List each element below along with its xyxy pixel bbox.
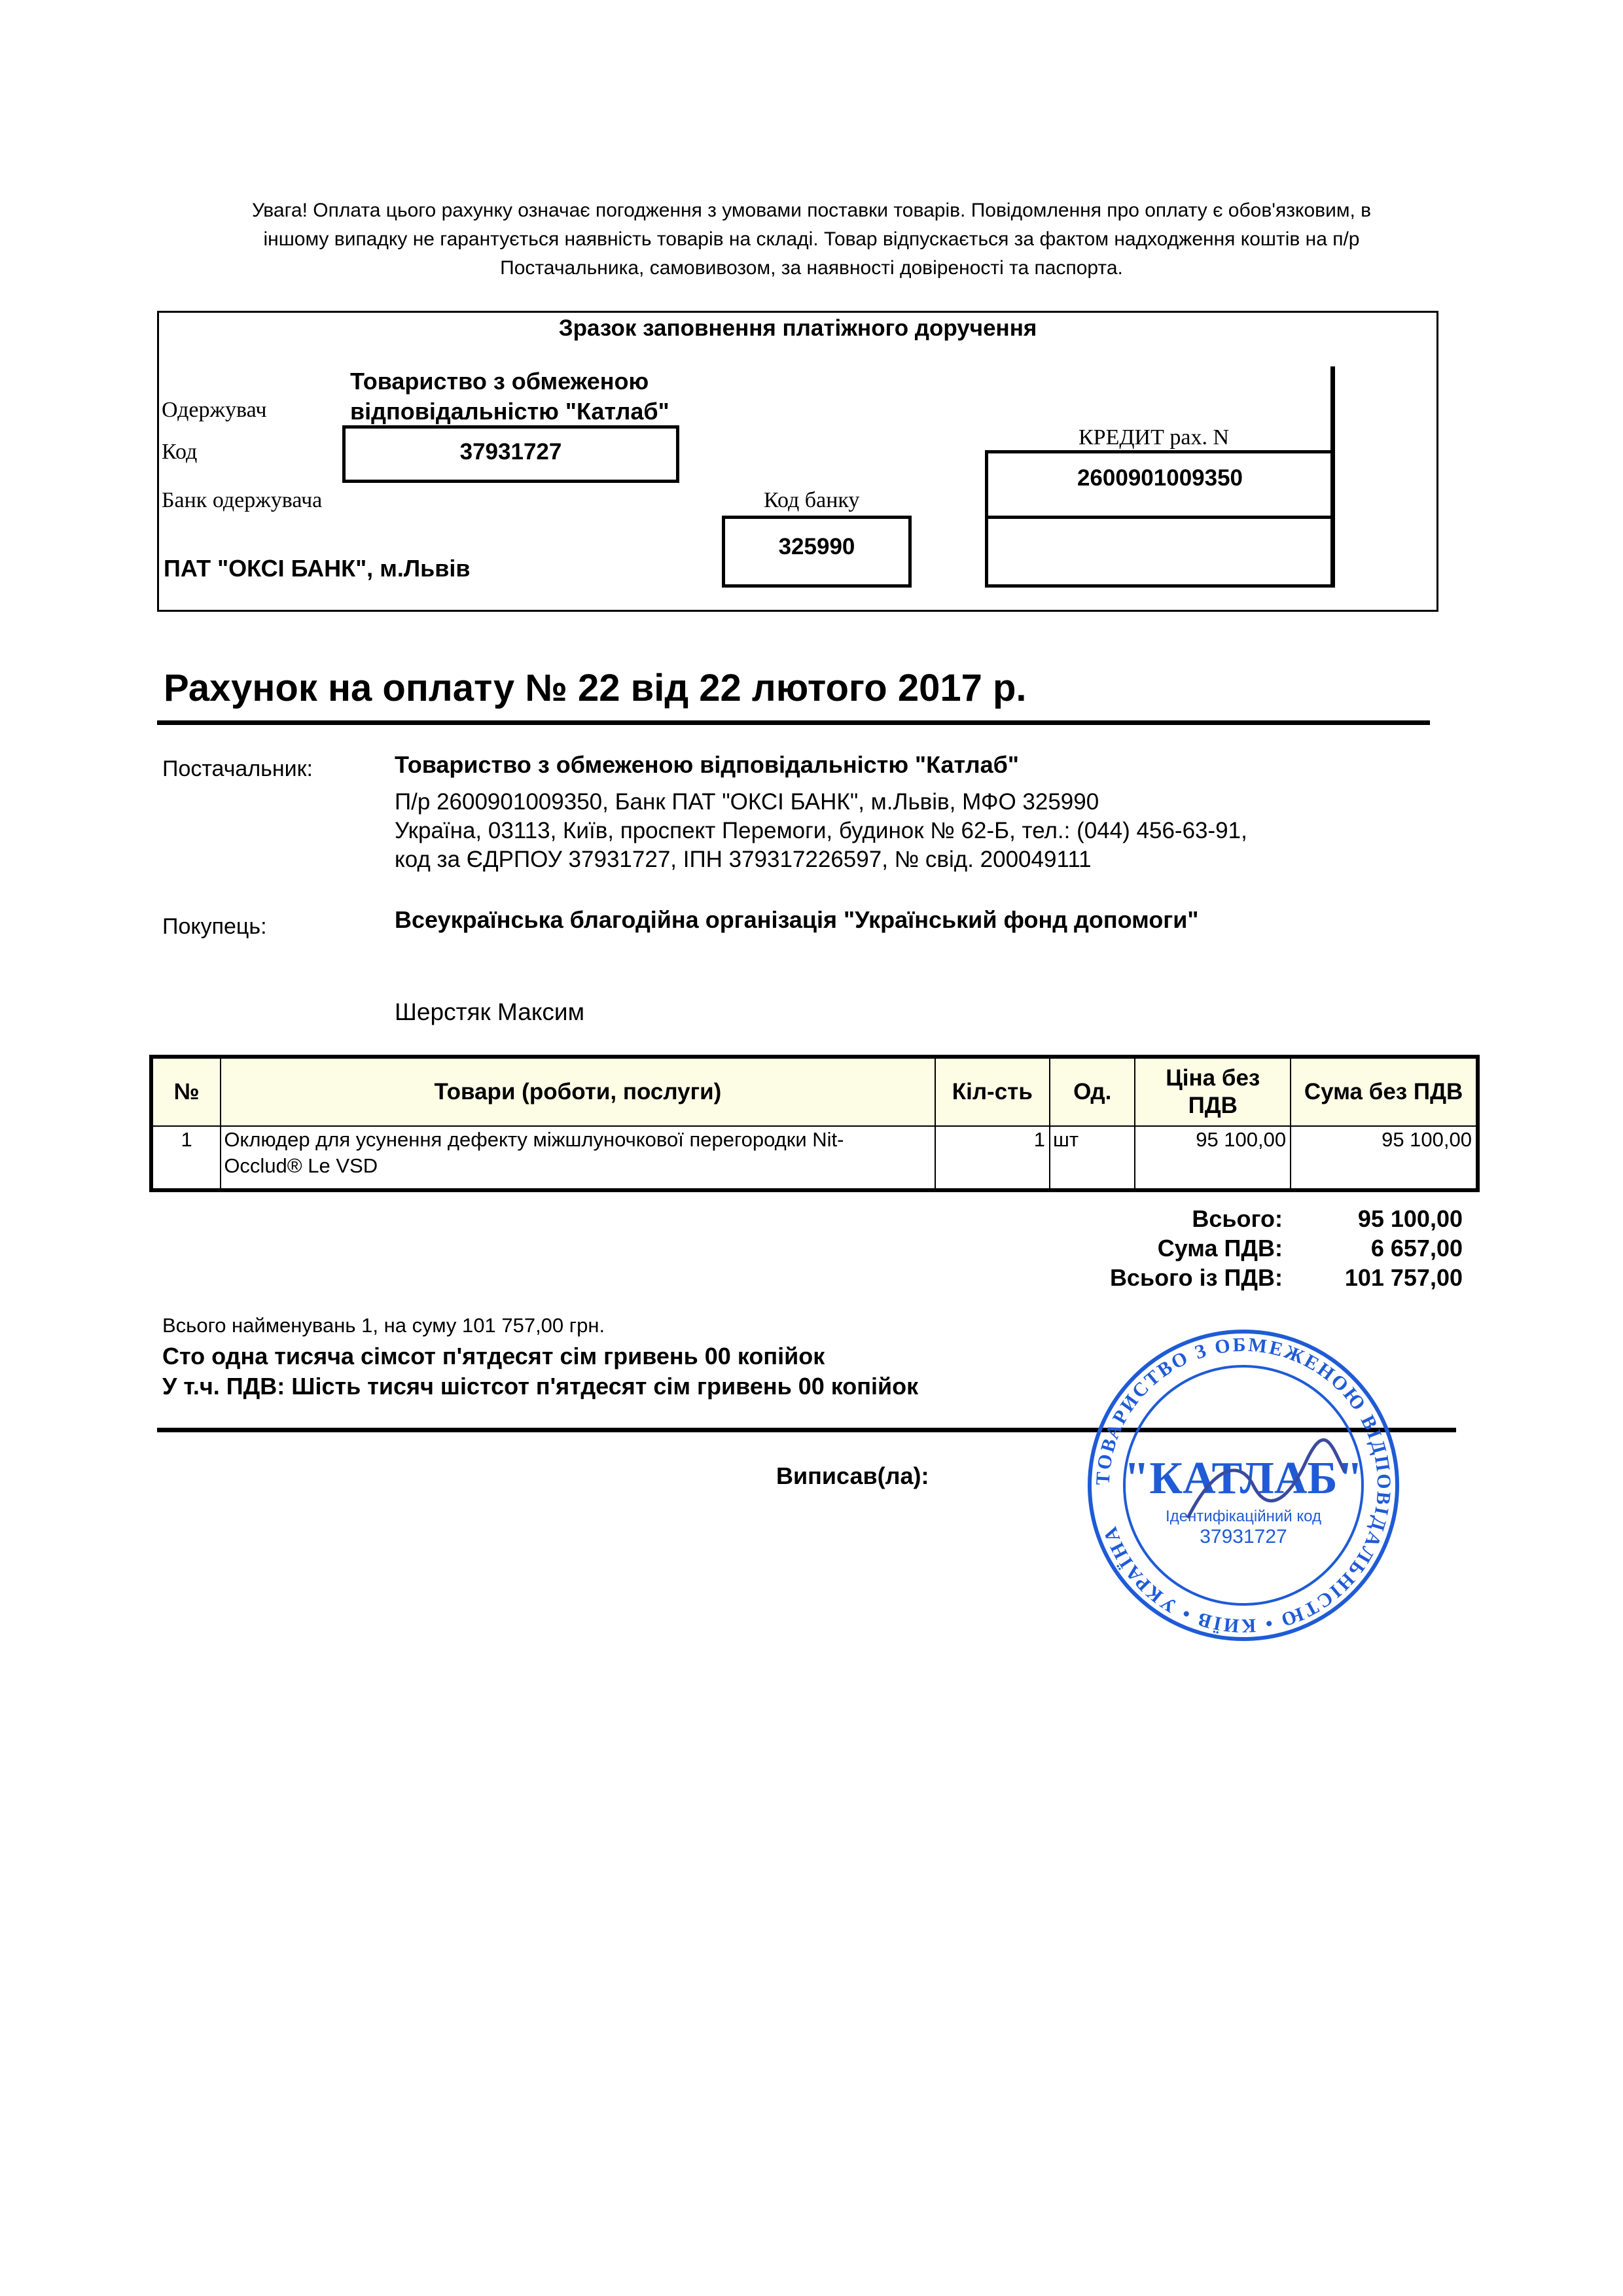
title-underline [157,720,1430,725]
bank-code-value: 325990 [778,534,855,559]
grand-total-value: 101 757,00 [1344,1264,1463,1291]
payment-notice [157,196,1466,283]
stamp-outer-text: ТОВАРИСТВО З ОБМЕЖЕНОЮ ВІДПОВІДАЛЬНІСТЮ • КИЇВ • УКРАЇНА [1092,1333,1395,1637]
col-sum: Сума без ПДВ [1291,1057,1478,1126]
notice-line-2: іншому випадку не гарантується наявність товарів на складі. Товар відпускається за фактом надходження коштів на п/р [263,228,1360,250]
bank-code-box [722,516,912,588]
table-row [151,1126,1478,1190]
grand-total-label: Всього із ПДВ: [1109,1264,1283,1291]
col-price: Ціна без ПДВ [1135,1057,1291,1126]
vat-value: 6 657,00 [1370,1235,1463,1262]
vat-in-words: У т.ч. ПДВ: Шість тисяч шістсот п'ятдесят сім гривень 00 копійок [162,1373,919,1400]
notice-line-1: Увага! Оплата цього рахунку означає погодження з умовами поставки товарів. Повідомлення про оплату є обов'язковим, в [251,200,1372,221]
col-qty: Кіл-сть [935,1057,1050,1126]
signature-label: Виписав(ла): [776,1462,929,1489]
code-label: Код [162,440,198,464]
row-goods: Оклюдер для усунення дефекту міжшлуночкової перегородки Nit- Occlud® Le VSD [221,1126,935,1190]
buyer-person: Шерстяк Максим [395,998,585,1025]
row-num: 1 [151,1126,221,1190]
invoice-title: Рахунок на оплату № 22 від 22 лютого 2017 р. [164,667,1027,709]
items-table [149,1055,1480,1192]
supplier-codes-line: код за ЄДРПОУ 37931727, ІПН 379317226597, № свід. 200049111 [395,847,1092,872]
row-qty: 1 [935,1126,1050,1190]
code-box [342,425,679,483]
buyer-name: Всеукраїнська благодійна організація "Український фонд допомоги" [395,906,1199,933]
col-unit: Од. [1050,1057,1135,1126]
row-price: 95 100,00 [1135,1126,1291,1190]
amount-in-words: Сто одна тисяча сімсот п'ятдесят сім гривень 00 копійок [162,1343,825,1369]
credit-box [985,450,1335,519]
total-value: 95 100,00 [1357,1205,1463,1232]
total-label: Всього: [1192,1205,1283,1232]
supplier-label: Постачальник: [162,756,313,781]
row-unit: шт [1050,1126,1135,1190]
notice-line-3: Постачальника, самовивозом, за наявності довіреності та паспорта. [500,257,1123,279]
company-stamp [1024,1322,1463,1649]
stamp-id-value: 37931727 [1200,1526,1287,1547]
supplier-details [395,788,1247,874]
supplier-name: Товариство з обмеженою відповідальністю "Катлаб" [395,751,1019,778]
table-header-row [151,1057,1478,1126]
items-count-line: Всього найменувань 1, на суму 101 757,00 грн. [162,1314,605,1337]
recipient-name: Товариство з обмеженою відповідальністю "Катлаб" [350,368,669,425]
recipient-label: Одержувач [162,398,267,422]
row-sum: 95 100,00 [1291,1126,1478,1190]
bank-label: Банк одержувача [162,488,323,512]
stamp-center-name: "КАТЛАБ" [1124,1453,1363,1504]
credit-label: КРЕДИТ рах. N [1079,425,1230,450]
stamp-id-label: Ідентифікаційний код [1166,1508,1321,1525]
bank-code-label: Код банку [764,488,860,512]
buyer-label: Покупець: [162,914,267,939]
col-num: № [151,1057,221,1126]
credit-empty-box [985,516,1335,588]
sample-title: Зразок заповнення платіжного доручення [558,315,1037,341]
col-goods: Товари (роботи, послуги) [221,1057,935,1126]
supplier-account-line: П/р 2600901009350, Банк ПАТ "ОКСІ БАНК", м.Львів, МФО 325990 [395,789,1099,815]
code-value: 37931727 [459,439,562,465]
vat-label: Сума ПДВ: [1157,1235,1283,1262]
bank-name: ПАТ "ОКСІ БАНК", м.Львів [164,555,471,582]
credit-value: 2600901009350 [1077,465,1243,491]
supplier-address-line: Україна, 03113, Київ, проспект Перемоги, будинок № 62-Б, тел.: (044) 456-63-91, [395,818,1247,843]
